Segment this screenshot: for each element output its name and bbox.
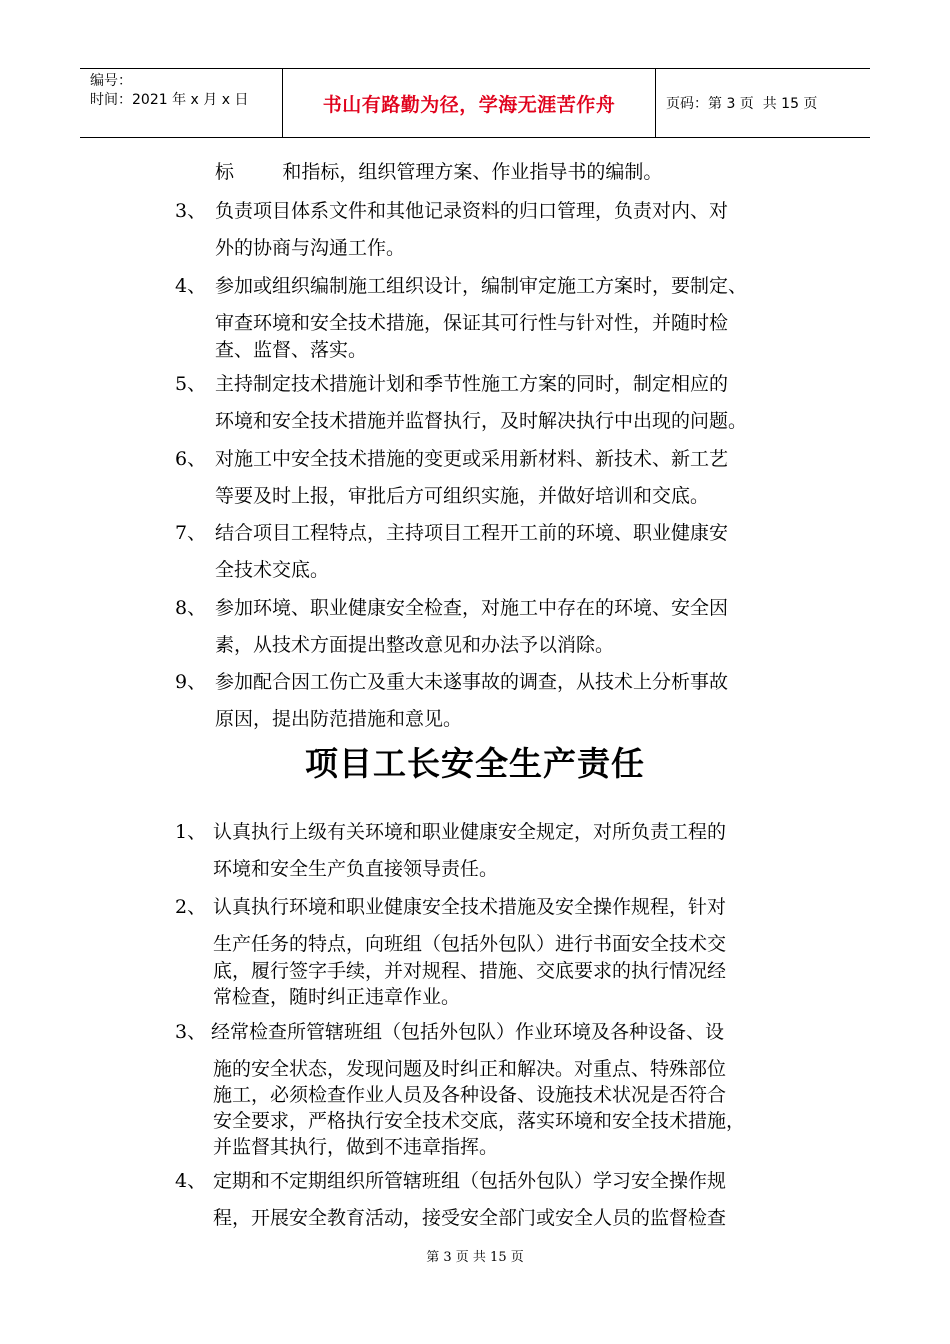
body-line: 等要及时上报，审批后方可组织实施，并做好培训和交底。 bbox=[215, 485, 710, 507]
body-line: 施的安全状态，发现问题及时纠正和解决。对重点、特殊部位 bbox=[213, 1058, 727, 1080]
body-line: 外的协商与沟通工作。 bbox=[215, 237, 406, 259]
body-line: 定期和不定期组织所管辖班组（包括外包队）学习安全操作规 bbox=[213, 1170, 727, 1192]
list-number: 9、 bbox=[175, 671, 207, 693]
body-line: 认真执行环境和职业健康安全技术措施及安全操作规程，针对 bbox=[213, 896, 727, 918]
document-number-label: 编号： bbox=[90, 73, 132, 89]
body-line: 结合项目工程特点，主持项目工程开工前的环境、职业健康安 bbox=[215, 522, 729, 544]
body-line: 环境和安全技术措施并监督执行，及时解决执行中出现的问题。 bbox=[215, 410, 748, 432]
page-footer: 第 3 页 共 15 页 bbox=[426, 1250, 524, 1265]
body-line: 对施工中安全技术措施的变更或采用新材料、新技术、新工艺 bbox=[215, 448, 729, 470]
list-number: 3、 bbox=[175, 200, 207, 222]
list-number: 1、 bbox=[175, 821, 207, 843]
body-line: 环境和安全生产负直接领导责任。 bbox=[213, 858, 499, 880]
body-line: 并监督其执行，做到不违章指挥。 bbox=[213, 1136, 499, 1158]
header-meta-cell bbox=[80, 69, 283, 137]
body-line: 素，从技术方面提出整改意见和办法予以消除。 bbox=[215, 634, 615, 656]
body-line: 参加环境、职业健康安全检查，对施工中存在的环境、安全因 bbox=[215, 597, 729, 619]
document-date-label: 时间：2021 年 x 月 x 日 bbox=[90, 92, 249, 108]
body-line: 原因，提出防范措施和意见。 bbox=[215, 708, 463, 730]
list-number: 7、 bbox=[175, 522, 207, 544]
body-line: 施工，必须检查作业人员及各种设备、设施技术状况是否符合 bbox=[213, 1084, 727, 1106]
body-line: 参加或组织编制施工组织设计，编制审定施工方案时，要制定、 bbox=[215, 275, 748, 297]
list-number: 4、 bbox=[175, 1170, 207, 1192]
list-number: 8、 bbox=[175, 597, 207, 619]
body-line: 标 和指标，组织管理方案、作业指导书的编制。 bbox=[215, 161, 663, 183]
body-line: 负责项目体系文件和其他记录资料的归口管理，负责对内、对 bbox=[215, 200, 729, 222]
body-line: 生产任务的特点，向班组（包括外包队）进行书面安全技术交 bbox=[213, 933, 727, 955]
list-number: 4、 bbox=[175, 275, 207, 297]
body-line: 主持制定技术措施计划和季节性施工方案的同时，制定相应的 bbox=[215, 373, 729, 395]
body-line: 经常检查所管辖班组（包括外包队）作业环境及各种设备、设 bbox=[211, 1021, 725, 1043]
body-line: 常检查，随时纠正违章作业。 bbox=[213, 986, 461, 1008]
page-header-table bbox=[80, 68, 870, 138]
body-line: 认真执行上级有关环境和职业健康安全规定，对所负责工程的 bbox=[213, 821, 727, 843]
body-line: 查、监督、落实。 bbox=[215, 339, 368, 361]
list-number: 5、 bbox=[175, 373, 207, 395]
body-line: 安全要求，严格执行安全技术交底，落实环境和安全技术措施， bbox=[213, 1110, 746, 1132]
body-line: 参加配合因工伤亡及重大未遂事故的调查，从技术上分析事故 bbox=[215, 671, 729, 693]
header-page-info-cell bbox=[656, 69, 870, 137]
body-line: 底，履行签字手续，并对规程、措施、交底要求的执行情况经 bbox=[213, 960, 727, 982]
list-number: 6、 bbox=[175, 448, 207, 470]
list-number: 2、 bbox=[175, 896, 207, 918]
list-number: 3、 bbox=[175, 1021, 207, 1043]
header-motto: 书山有路勤为径，学海无涯苦作舟 bbox=[283, 69, 656, 137]
body-line: 审查环境和安全技术措施，保证其可行性与针对性，并随时检 bbox=[215, 312, 729, 334]
section-title: 项目工长安全生产责任 bbox=[305, 744, 645, 783]
body-line: 全技术交底。 bbox=[215, 559, 330, 581]
body-line: 程，开展安全教育活动，接受安全部门或安全人员的监督检查 bbox=[213, 1207, 727, 1229]
header-page-info: 页码：第 3 页 共 15 页 bbox=[666, 96, 818, 112]
